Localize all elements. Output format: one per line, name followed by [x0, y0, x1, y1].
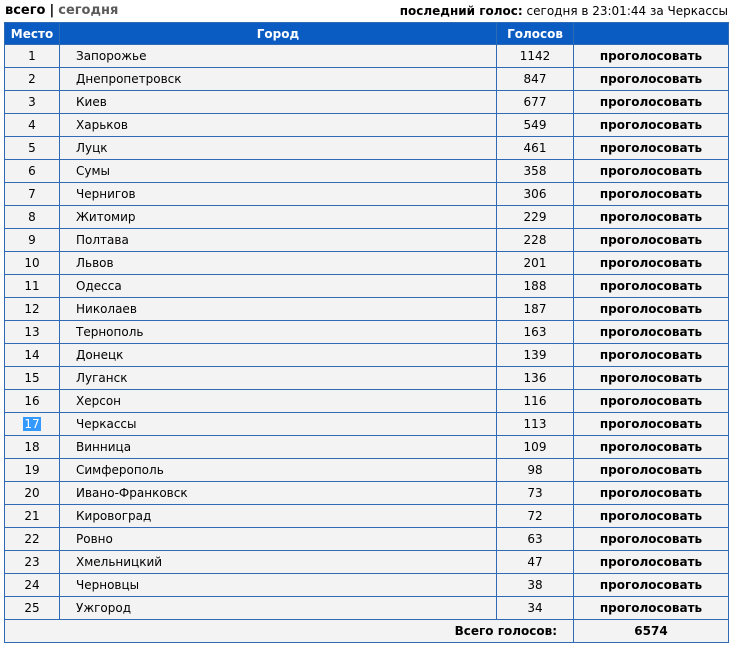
votes-count: 113 — [497, 413, 574, 436]
table-row — [5, 482, 729, 505]
vote-button[interactable]: проголосовать — [599, 95, 703, 109]
vote-button[interactable]: проголосовать — [599, 486, 703, 500]
vote-button[interactable]: проголосовать — [599, 302, 703, 316]
votes-count: 188 — [497, 275, 574, 298]
votes-count: 73 — [497, 482, 574, 505]
votes-count: 677 — [497, 91, 574, 114]
table-row — [5, 275, 729, 298]
table-row — [5, 344, 729, 367]
votes-count: 549 — [497, 114, 574, 137]
tab-all[interactable]: всего — [5, 3, 46, 18]
last-vote-info — [400, 2, 728, 20]
total-label: Всего голосов: — [5, 620, 574, 643]
total-value: 6574 — [574, 620, 729, 643]
vote-button[interactable]: проголосовать — [599, 279, 703, 293]
place-cell — [5, 321, 60, 344]
place-cell — [5, 390, 60, 413]
vote-cell — [574, 114, 729, 137]
city-name: Харьков — [60, 114, 497, 137]
vote-button[interactable]: проголосовать — [599, 394, 703, 408]
vote-cell — [574, 413, 729, 436]
table-row — [5, 252, 729, 275]
city-name: Луганск — [60, 367, 497, 390]
city-name: Симферополь — [60, 459, 497, 482]
place-cell — [5, 528, 60, 551]
place-cell — [5, 45, 60, 68]
table-row — [5, 206, 729, 229]
table-row — [5, 574, 729, 597]
place-cell — [5, 91, 60, 114]
city-name: Донецк — [60, 344, 497, 367]
vote-button[interactable]: проголосовать — [599, 555, 703, 569]
table-header-row — [5, 23, 729, 45]
city-name: Киев — [60, 91, 497, 114]
table-row — [5, 390, 729, 413]
city-name: Черновцы — [60, 574, 497, 597]
vote-cell — [574, 551, 729, 574]
table-row — [5, 597, 729, 620]
top-bar — [5, 2, 728, 20]
city-name: Кировоград — [60, 505, 497, 528]
table-row — [5, 321, 729, 344]
vote-cell — [574, 436, 729, 459]
vote-button[interactable]: проголосовать — [599, 256, 703, 270]
place-cell — [5, 413, 60, 436]
city-rating-table — [4, 22, 729, 643]
header-action — [574, 23, 729, 45]
place-cell — [5, 229, 60, 252]
vote-button[interactable]: проголосовать — [599, 578, 703, 592]
vote-cell — [574, 91, 729, 114]
vote-cell — [574, 321, 729, 344]
table-row — [5, 298, 729, 321]
vote-cell — [574, 160, 729, 183]
table-row — [5, 91, 729, 114]
table-row — [5, 367, 729, 390]
vote-button[interactable]: проголосовать — [599, 164, 703, 178]
tab-separator: | — [49, 3, 55, 18]
vote-cell — [574, 390, 729, 413]
table-row — [5, 183, 729, 206]
place-number: 17 — [24, 417, 40, 431]
header-place: Место — [5, 23, 60, 45]
place-number: 10 — [24, 256, 40, 270]
place-number: 2 — [28, 72, 36, 86]
votes-count: 187 — [497, 298, 574, 321]
last-vote-label: последний голос: — [399, 4, 523, 18]
city-name: Николаев — [60, 298, 497, 321]
place-cell — [5, 137, 60, 160]
place-number: 13 — [24, 325, 40, 339]
votes-count: 98 — [497, 459, 574, 482]
last-vote-value: сегодня в 23:01:44 за Черкассы — [526, 4, 728, 18]
vote-button[interactable]: проголосовать — [599, 49, 703, 63]
place-cell — [5, 482, 60, 505]
vote-cell — [574, 505, 729, 528]
table-row — [5, 114, 729, 137]
vote-button[interactable]: проголосовать — [599, 210, 703, 224]
vote-cell — [574, 252, 729, 275]
city-name: Ивано-Франковск — [60, 482, 497, 505]
place-cell — [5, 252, 60, 275]
city-name: Полтава — [60, 229, 497, 252]
place-cell — [5, 367, 60, 390]
period-tabs — [5, 2, 118, 20]
votes-count: 34 — [497, 597, 574, 620]
place-cell — [5, 551, 60, 574]
vote-button[interactable]: проголосовать — [599, 509, 703, 523]
city-name: Запорожье — [60, 45, 497, 68]
place-number: 21 — [24, 509, 40, 523]
vote-cell — [574, 137, 729, 160]
city-name: Чернигов — [60, 183, 497, 206]
vote-button[interactable]: проголосовать — [599, 233, 703, 247]
vote-button[interactable]: проголосовать — [599, 417, 703, 431]
place-number: 3 — [28, 95, 36, 109]
city-name: Луцк — [60, 137, 497, 160]
place-number: 9 — [28, 233, 36, 247]
votes-count: 72 — [497, 505, 574, 528]
table-row — [5, 137, 729, 160]
vote-button[interactable]: проголосовать — [599, 463, 703, 477]
place-cell — [5, 275, 60, 298]
table-row — [5, 436, 729, 459]
place-cell — [5, 436, 60, 459]
votes-count: 847 — [497, 68, 574, 91]
city-name: Ужгород — [60, 597, 497, 620]
votes-count: 163 — [497, 321, 574, 344]
vote-button[interactable]: проголосовать — [599, 72, 703, 86]
place-number: 1 — [28, 49, 36, 63]
place-number: 19 — [24, 463, 40, 477]
votes-count: 38 — [497, 574, 574, 597]
city-name: Тернополь — [60, 321, 497, 344]
place-number: 14 — [24, 348, 40, 362]
table-row — [5, 68, 729, 91]
votes-count: 63 — [497, 528, 574, 551]
table-row — [5, 45, 729, 68]
place-cell — [5, 505, 60, 528]
vote-button[interactable]: проголосовать — [599, 118, 703, 132]
place-number: 7 — [28, 187, 36, 201]
table-row — [5, 413, 729, 436]
total-row — [5, 620, 729, 643]
votes-count: 136 — [497, 367, 574, 390]
city-name: Житомир — [60, 206, 497, 229]
vote-cell — [574, 482, 729, 505]
votes-count: 1142 — [497, 45, 574, 68]
place-number: 18 — [24, 440, 40, 454]
city-name: Хмельницкий — [60, 551, 497, 574]
table-row — [5, 459, 729, 482]
votes-count: 306 — [497, 183, 574, 206]
place-number: 22 — [24, 532, 40, 546]
place-number: 23 — [24, 555, 40, 569]
place-cell — [5, 68, 60, 91]
vote-cell — [574, 206, 729, 229]
city-name: Ровно — [60, 528, 497, 551]
city-name: Сумы — [60, 160, 497, 183]
place-number: 6 — [28, 164, 36, 178]
place-number: 16 — [24, 394, 40, 408]
place-cell — [5, 114, 60, 137]
votes-count: 109 — [497, 436, 574, 459]
vote-button[interactable]: проголосовать — [599, 440, 703, 454]
vote-cell — [574, 229, 729, 252]
vote-cell — [574, 367, 729, 390]
vote-cell — [574, 68, 729, 91]
city-name: Черкассы — [60, 413, 497, 436]
city-name: Винница — [60, 436, 497, 459]
place-number: 15 — [24, 371, 40, 385]
place-number: 8 — [28, 210, 36, 224]
place-cell — [5, 459, 60, 482]
place-cell — [5, 183, 60, 206]
vote-button[interactable]: проголосовать — [599, 187, 703, 201]
vote-cell — [574, 45, 729, 68]
vote-cell — [574, 459, 729, 482]
table-row — [5, 229, 729, 252]
votes-count: 139 — [497, 344, 574, 367]
city-name: Львов — [60, 252, 497, 275]
city-name: Херсон — [60, 390, 497, 413]
city-name: Днепропетровск — [60, 68, 497, 91]
table-row — [5, 160, 729, 183]
table-row — [5, 551, 729, 574]
vote-button[interactable]: проголосовать — [599, 601, 703, 615]
header-votes: Голосов — [497, 23, 574, 45]
votes-count: 116 — [497, 390, 574, 413]
place-number: 11 — [24, 279, 40, 293]
table-row — [5, 505, 729, 528]
place-number: 25 — [24, 601, 40, 615]
vote-button[interactable]: проголосовать — [599, 348, 703, 362]
vote-cell — [574, 344, 729, 367]
votes-count: 201 — [497, 252, 574, 275]
votes-count: 229 — [497, 206, 574, 229]
place-cell — [5, 344, 60, 367]
table-row — [5, 528, 729, 551]
place-number: 24 — [24, 578, 40, 592]
vote-button[interactable]: проголосовать — [599, 532, 703, 546]
votes-count: 47 — [497, 551, 574, 574]
vote-button[interactable]: проголосовать — [599, 371, 703, 385]
city-name: Одесса — [60, 275, 497, 298]
vote-cell — [574, 574, 729, 597]
vote-cell — [574, 528, 729, 551]
vote-cell — [574, 183, 729, 206]
vote-cell — [574, 275, 729, 298]
place-cell — [5, 206, 60, 229]
place-number: 5 — [28, 141, 36, 155]
vote-button[interactable]: проголосовать — [599, 141, 703, 155]
place-cell — [5, 574, 60, 597]
vote-cell — [574, 298, 729, 321]
vote-cell — [574, 597, 729, 620]
place-cell — [5, 160, 60, 183]
place-number: 4 — [28, 118, 36, 132]
votes-count: 461 — [497, 137, 574, 160]
place-number: 12 — [24, 302, 40, 316]
tab-today[interactable]: сегодня — [58, 3, 119, 18]
votes-count: 358 — [497, 160, 574, 183]
place-cell — [5, 597, 60, 620]
place-cell — [5, 298, 60, 321]
vote-button[interactable]: проголосовать — [599, 325, 703, 339]
votes-count: 228 — [497, 229, 574, 252]
header-city: Город — [60, 23, 497, 45]
place-number: 20 — [24, 486, 40, 500]
